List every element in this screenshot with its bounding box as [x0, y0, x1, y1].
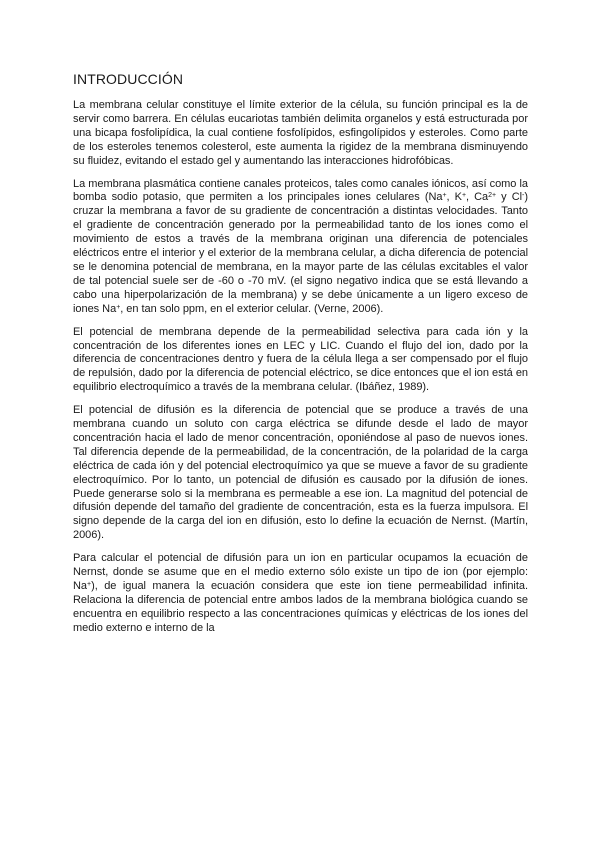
- paragraph-diffusion-potential: [73, 404, 528, 543]
- text-run: y Cl: [496, 191, 523, 204]
- text-run: , K: [446, 191, 462, 204]
- superscript-charge: +: [442, 192, 447, 200]
- text-run: Para calcular el potencial de difusión para un ion en particular ocupamos la ecuación de Nernst, donde se asume que en el medio externo sólo existe un tipo de ion (por ejemplo: Na: [73, 552, 528, 592]
- paragraph-nernst-equation: [73, 552, 528, 635]
- text-run: , en tan solo ppm, en el exterior celular. (Verne, 2006).: [120, 302, 384, 315]
- text-run: , Ca: [466, 191, 489, 204]
- paragraph-electrochemical-equilibrium: [73, 326, 528, 396]
- text-run: La membrana plasmática contiene canales proteicos, tales como canales iónicos, así como la bomba sodio potasio, que permiten a los principales iones celulares (Na: [73, 177, 528, 204]
- superscript-charge: +: [87, 581, 92, 588]
- text-run: ), de igual manera la ecuación considera que este ion tiene permeabilidad infinita. Relaciona la diferencia de potencial entre ambos lados de la membrana biológica cuando se encuentra en equilibrio respecto a las concentraciones químicas y eléctricas de los iones del medio externo e interno de la: [73, 580, 528, 634]
- text-run: La membrana celular constituye el límite exterior de la célula, su función principal es la de servir como barrera. En células eucariotas también delimita organelos y está estructurada por una bicapa fosfolipídica, la cual contiene fosfolípidos, esfingolípidos y esteroles. Como parte de los esteroles tenemos colesterol, este aumenta la rigidez de la membrana disminuyendo su fluidez, evitando el estado gel y aumentando las interacciones hidrofóbicas.: [73, 99, 528, 167]
- section-heading: INTRODUCCIÓN: [73, 71, 184, 87]
- superscript-charge: 2+: [488, 192, 497, 200]
- text-run: El potencial de membrana depende de la permeabilidad selectiva para cada ión y la concentración de los diferentes iones en LEC y LIC. Cuando el flujo del ion, dado por la diferencia de concentraciones dentro y fuera de la célula llega a ser compensado por el flujo de repulsión, dado por la diferencia de potencial eléctrico, se dice entonces que el ion está en equilibrio electroquímico a través de la membrana celular. (Ibáñez, 1989).: [73, 325, 528, 394]
- paragraph-membrane-intro: [73, 99, 528, 169]
- text-run: El potencial de difusión es la diferencia de potencial que se produce a través de una membrana cuando un soluto con carga eléctrica se difunde desde el lado de mayor concentración hacia el lado de menor concentración, oponiéndose al paso de nuevos iones. Tal diferencia depende de la permeabilidad, de la concentración, de la polaridad de la carga eléctrica de cada ión y del potencial electroquímico ya que se mueve a favor de su gradiente electroquímico. Por lo tanto, un potencial de difusión es causado por la difusión de iones. Puede generarse solo si la membrana es permeable a ese ion. La magnitud del potencial de difusión depende del tamaño del gradiente de concentración, esta es la fuerza impulsora. El signo depende de la carga del ion en difusión, esto lo define la ecuación de Nernst. (Martín, 2006).: [73, 404, 528, 542]
- text-run: ) cruzar la membrana a favor de su gradiente de concentración a distintas velocidades. Tanto el gradiente de concentración generado por la permeabilidad tanto de los iones como el movimiento de estos a través de la membrana originan una diferencia de potenciales eléctricos entre el interior y el exterior de la membrana celular, a dicha diferencia de potencial se le denomina potencial de membrana, en la mayor parte de las células excitables el valor de tal potencial suele ser de -60 o -70 mV. (el signo negativo indica que se está llevando a cabo una hiperpolarización de la membrana) y se debe únicamente a un ligero exceso de iones Na: [73, 191, 528, 315]
- superscript-charge: +: [116, 303, 121, 311]
- superscript-charge: -: [522, 192, 525, 200]
- paragraph-membrane-potential: [73, 178, 528, 317]
- document-body: [73, 70, 528, 645]
- superscript-charge: +: [461, 192, 467, 200]
